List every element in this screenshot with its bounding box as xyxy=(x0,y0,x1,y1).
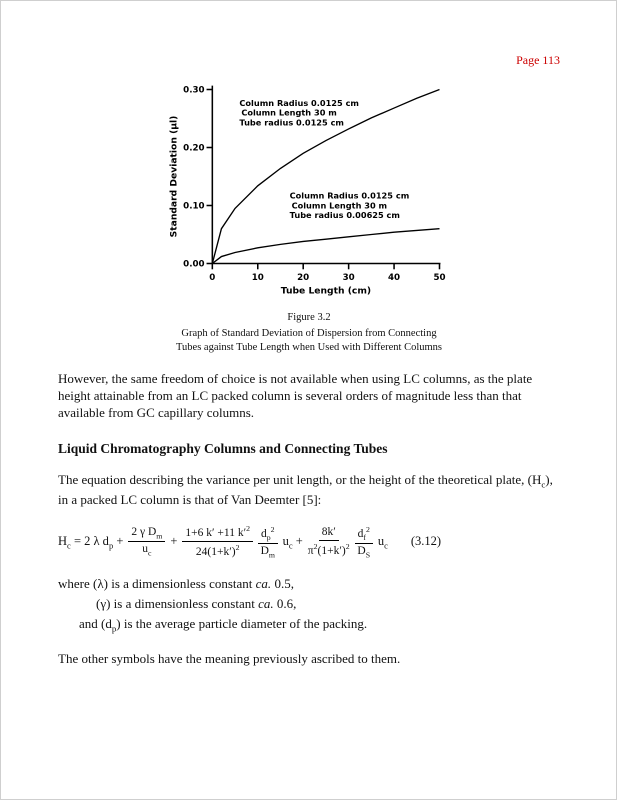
chart-annotation-line: Tube radius 0.00625 cm xyxy=(289,210,400,221)
y-axis-label: Standard Deviation (μl) xyxy=(168,115,180,238)
equation-plus: + xyxy=(170,534,178,549)
dispersion-chart xyxy=(164,75,454,307)
equation-fraction-5: $\frac{d_f^2}{D_S}$ xyxy=(355,525,373,559)
curve-lower xyxy=(212,229,439,264)
equation-lhs: $H_c = 2$ λ $d_p$ + xyxy=(58,533,124,551)
equation-fraction-1: $\frac{2 \gamma D_m}{u_c}$ xyxy=(128,526,165,558)
figure-caption-title: Figure 3.2 xyxy=(287,312,331,323)
equation-fraction-3: $\frac{d_p^2}{D_m}$ xyxy=(258,525,278,559)
equation-3-12 xyxy=(58,524,560,559)
equation-number: (3.12) xyxy=(410,534,442,549)
y-tick-label: 0.00 xyxy=(183,259,205,270)
figure xyxy=(58,75,560,356)
paragraph-closing: The other symbols have the meaning previously ascribed to them. xyxy=(58,651,401,667)
x-tick-label: 0 xyxy=(209,272,216,283)
x-tick-label: 40 xyxy=(388,272,401,283)
figure-caption-line-2: Tubes against Tube Length when Used with Different Columns xyxy=(176,342,442,354)
y-tick-label: 0.10 xyxy=(183,201,205,212)
definition-dp: and $(d_p)$ is the average particle diameter of the packing. xyxy=(79,615,368,634)
y-tick-label: 0.20 xyxy=(183,143,205,154)
definition-lambda: where (λ) is a dimensionless constant ca. 0.5, xyxy=(58,575,294,591)
page-content xyxy=(1,1,616,667)
figure-caption xyxy=(58,311,560,356)
y-tick-label: 0.30 xyxy=(183,85,205,96)
figure-caption-line-1: Graph of Standard Deviation of Dispersion from Connecting xyxy=(181,328,437,340)
x-tick-label: 50 xyxy=(433,272,446,283)
x-tick-label: 10 xyxy=(251,272,264,283)
paragraph-equation-intro: The equation describing the variance per unit length, or the height of the theoretical plate, $(H_c)$, in a packed LC column is that of Van Deemter [5]: xyxy=(58,471,553,508)
chart-annotation-line: Column Radius 0.0125 cm xyxy=(239,97,359,108)
equation-mid: $u_c$ + xyxy=(282,533,303,551)
x-tick-label: 20 xyxy=(297,272,310,283)
equation-tail: $u_c$ xyxy=(377,533,388,551)
definition-gamma: (γ) is a dimensionless constant ca. 0.6, xyxy=(96,595,297,611)
chart-annotation-line: Column Length 30 m xyxy=(291,200,388,211)
chart-annotation-line: Column Length 30 m xyxy=(241,107,337,118)
page-number: Page 113 xyxy=(516,53,560,67)
symbol-definitions xyxy=(58,574,560,637)
equation-fraction-4: $\frac{8k'}{\pi^2(1+k')^2}$ xyxy=(307,525,350,557)
x-tick-label: 30 xyxy=(342,272,355,283)
chart-annotation-line: Tube radius 0.0125 cm xyxy=(239,117,344,128)
equation-fraction-2: $\frac{1+6 k' +11 k'^2}{24(1+k')^2}$ xyxy=(182,524,253,559)
paragraph-freedom-of-choice: However, the same freedom of choice is not available when using LC columns, as the plate height attainable from an LC packed column is several orders of magnitude less than that available from GC capillary columns. xyxy=(58,370,533,420)
section-heading: Liquid Chromatography Columns and Connecting Tubes xyxy=(58,440,388,456)
x-axis-label: Tube Length (cm) xyxy=(280,285,372,297)
chart-annotation-line: Column Radius 0.0125 cm xyxy=(289,190,410,201)
